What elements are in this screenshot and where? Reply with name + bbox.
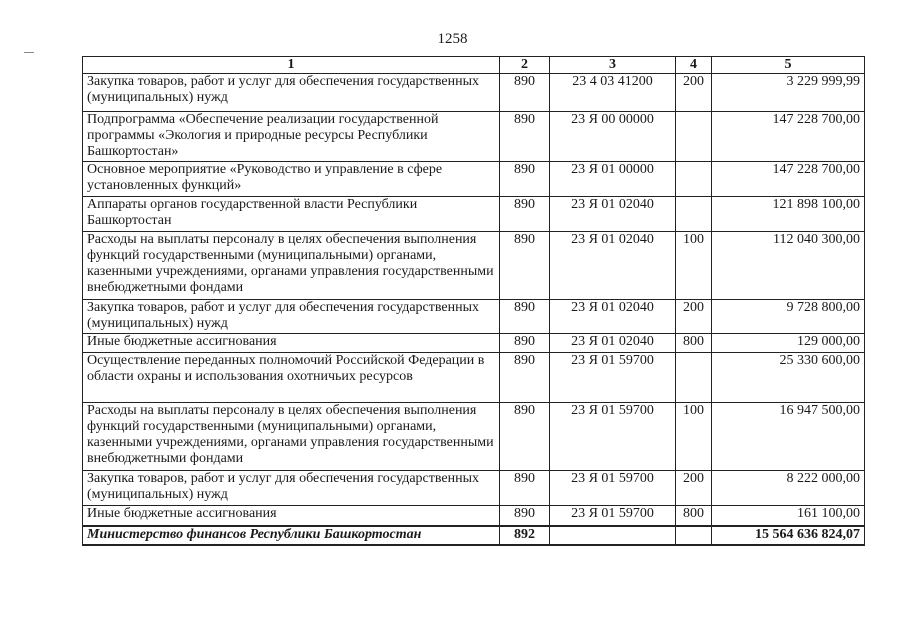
row-name-cell: Основное мероприятие «Руководство и управление в сфере установленных функций» <box>83 162 500 197</box>
table-row <box>83 334 865 353</box>
target-code-cell: 23 Я 01 59700 <box>550 471 676 506</box>
target-code-cell: 23 Я 01 02040 <box>550 300 676 334</box>
table-row <box>83 112 865 162</box>
amount-cell: 147 228 700,00 <box>712 112 865 162</box>
expense-type-cell: 800 <box>676 506 712 526</box>
expense-type-cell <box>676 162 712 197</box>
table-row <box>83 162 865 197</box>
target-code-cell: 23 Я 01 59700 <box>550 403 676 471</box>
ministry-code-cell: 890 <box>500 162 550 197</box>
amount-cell: 147 228 700,00 <box>712 162 865 197</box>
target-code-cell: 23 Я 01 02040 <box>550 334 676 353</box>
ministry-code-cell: 890 <box>500 471 550 506</box>
row-name-cell: Иные бюджетные ассигнования <box>83 334 500 353</box>
header-cell: 4 <box>676 57 712 74</box>
target-code-cell: 23 Я 01 02040 <box>550 232 676 300</box>
amount-cell: 16 947 500,00 <box>712 403 865 471</box>
ministry-code-cell: 890 <box>500 403 550 471</box>
amount-cell: 112 040 300,00 <box>712 232 865 300</box>
expense-type-cell <box>676 197 712 232</box>
expense-type-cell: 200 <box>676 471 712 506</box>
row-name-cell: Закупка товаров, работ и услуг для обеспечения государственных (муниципальных) нужд <box>83 74 500 112</box>
expense-type-cell: 100 <box>676 403 712 471</box>
row-name-cell: Расходы на выплаты персоналу в целях обеспечения выполнения функций государственными (муниципальными) органами, казенными учреждениями, органами управления государственными внебюджетными фондами <box>83 232 500 300</box>
row-name-cell: Закупка товаров, работ и услуг для обеспечения государственных (муниципальных) нужд <box>83 471 500 506</box>
table-row <box>83 403 865 471</box>
page-number: 1258 <box>437 31 468 47</box>
amount-cell: 8 222 000,00 <box>712 471 865 506</box>
header-cell: 3 <box>550 57 676 74</box>
expense-type-cell <box>676 112 712 162</box>
table-row <box>83 74 865 112</box>
expense-type-cell: 800 <box>676 334 712 353</box>
target-code-cell: 23 Я 01 02040 <box>550 197 676 232</box>
table-row <box>83 197 865 232</box>
target-code-cell: 23 4 03 41200 <box>550 74 676 112</box>
budget-table <box>82 56 865 546</box>
header-cell: 5 <box>712 57 865 74</box>
ministry-code-cell: 890 <box>500 232 550 300</box>
amount-cell: 161 100,00 <box>712 506 865 526</box>
target-code-cell: 23 Я 01 59700 <box>550 353 676 403</box>
amount-cell: 3 229 999,99 <box>712 74 865 112</box>
expense-type-cell: 100 <box>676 232 712 300</box>
ministry-code-cell: 890 <box>500 506 550 526</box>
table-row <box>83 506 865 526</box>
total-ministry-code-cell: 892 <box>500 526 550 545</box>
header-row <box>83 57 865 74</box>
target-code-cell: 23 Я 01 00000 <box>550 162 676 197</box>
expense-type-cell: 200 <box>676 300 712 334</box>
target-code-cell: 23 Я 00 00000 <box>550 112 676 162</box>
total-name-cell: Министерство финансов Республики Башкортостан <box>83 526 500 545</box>
ministry-code-cell: 890 <box>500 353 550 403</box>
table-row <box>83 300 865 334</box>
row-name-cell: Аппараты органов государственной власти Республики Башкортостан <box>83 197 500 232</box>
table-row <box>83 471 865 506</box>
row-name-cell: Осуществление переданных полномочий Российской Федерации в области охраны и использования охотничьих ресурсов <box>83 353 500 403</box>
total-target-code-cell <box>550 526 676 545</box>
scan-edge-mark <box>24 52 34 53</box>
amount-cell: 129 000,00 <box>712 334 865 353</box>
header-cell: 1 <box>83 57 500 74</box>
header-cell: 2 <box>500 57 550 74</box>
ministry-code-cell: 890 <box>500 74 550 112</box>
row-name-cell: Закупка товаров, работ и услуг для обеспечения государственных (муниципальных) нужд <box>83 300 500 334</box>
ministry-code-cell: 890 <box>500 334 550 353</box>
row-name-cell: Расходы на выплаты персоналу в целях обеспечения выполнения функций государственными (муниципальными) органами, казенными учреждениями, органами управления государственными внебюджетными фондами <box>83 403 500 471</box>
total-amount-cell: 15 564 636 824,07 <box>712 526 865 545</box>
row-name-cell: Иные бюджетные ассигнования <box>83 506 500 526</box>
ministry-code-cell: 890 <box>500 300 550 334</box>
ministry-code-cell: 890 <box>500 197 550 232</box>
table-row <box>83 232 865 300</box>
ministry-code-cell: 890 <box>500 112 550 162</box>
table-row <box>83 353 865 403</box>
expense-type-cell <box>676 353 712 403</box>
total-expense-type-cell <box>676 526 712 545</box>
row-name-cell: Подпрограмма «Обеспечение реализации государственной программы «Экология и природные ресурсы Республики Башкортостан» <box>83 112 500 162</box>
expense-type-cell: 200 <box>676 74 712 112</box>
amount-cell: 121 898 100,00 <box>712 197 865 232</box>
amount-cell: 25 330 600,00 <box>712 353 865 403</box>
target-code-cell: 23 Я 01 59700 <box>550 506 676 526</box>
total-row <box>83 526 865 545</box>
amount-cell: 9 728 800,00 <box>712 300 865 334</box>
